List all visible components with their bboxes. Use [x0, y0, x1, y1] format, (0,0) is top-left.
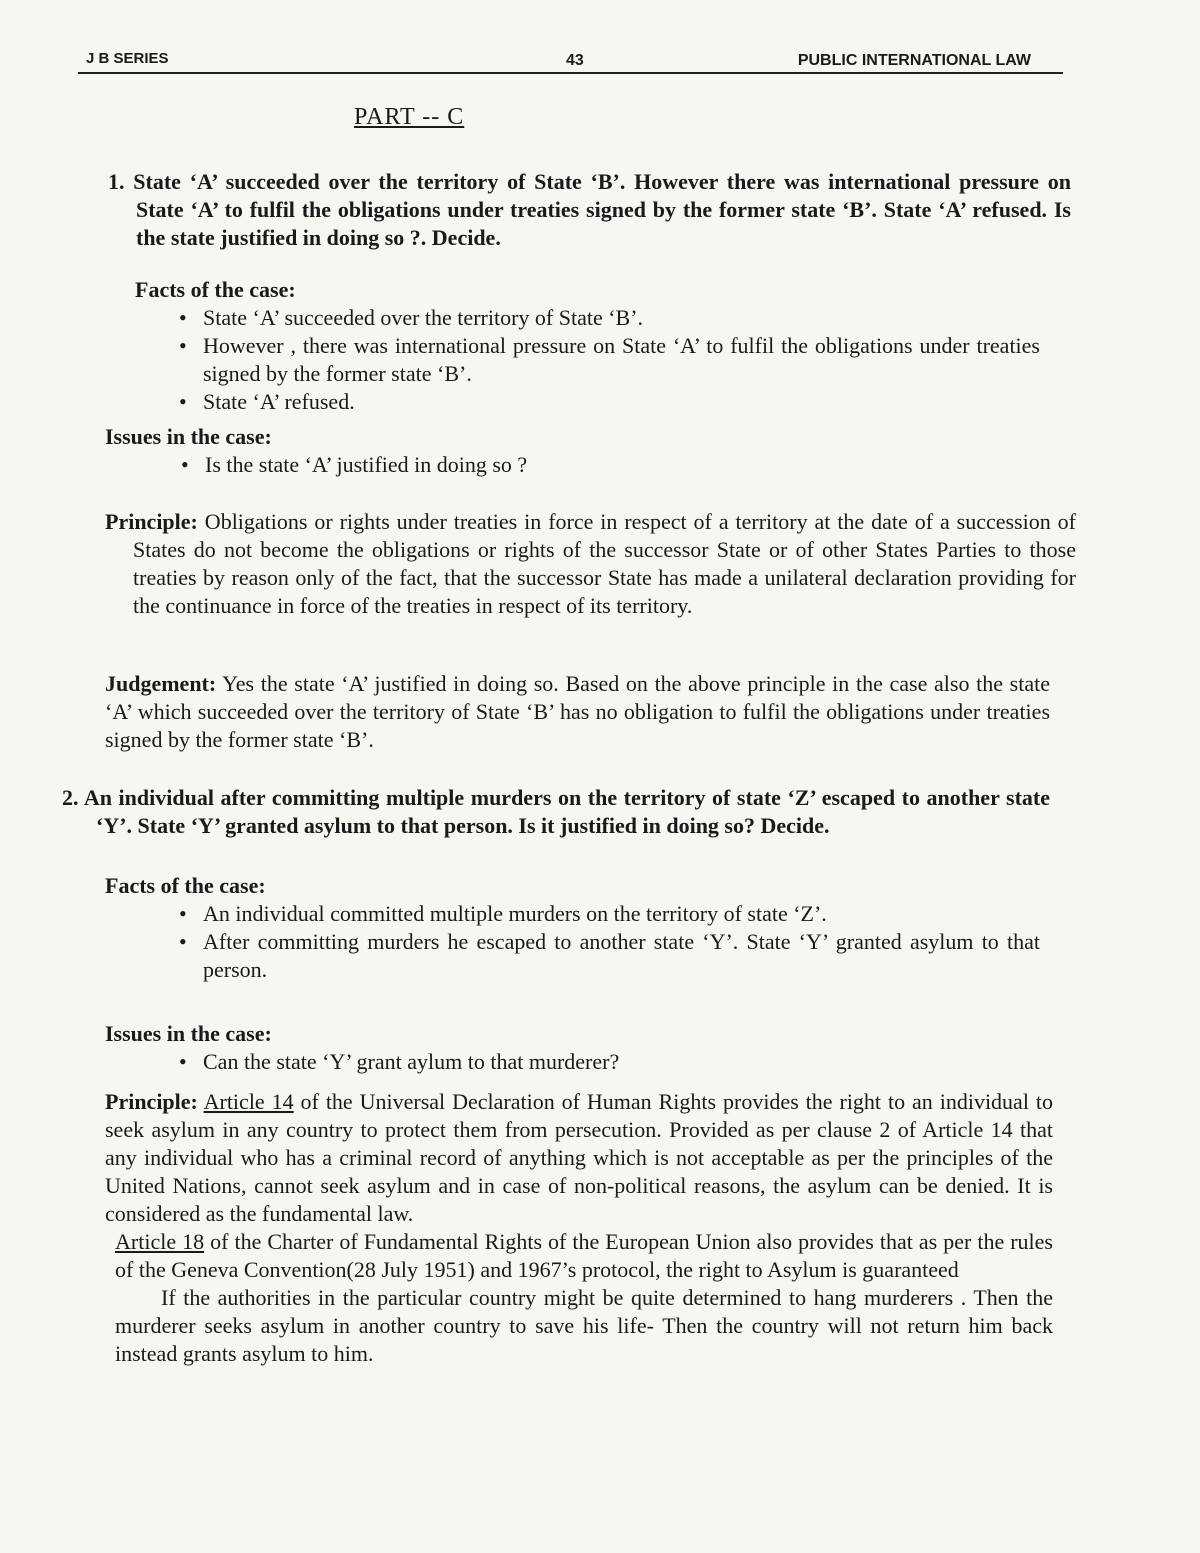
- question-1-text: State ‘A’ succeeded over the territory of State ‘B’. However there was international pressure on State ‘A’ to fulfil the obligations under treaties signed by the former state ‘B’. State ‘A’ refused. Is the state justified in doing so ?. Decide.: [133, 169, 1072, 250]
- principle-paragraph-1: [105, 1088, 1053, 1228]
- principle-text: of the Universal Declaration of Human Rights provides the right to an individual to seek asylum in any country to protect them from persecution. Provided as per clause 2 of Article 14 that any individual who has a criminal record of anything which is not acceptable as per the principles of the United Nations, cannot seek asylum and in case of non-political reasons, the asylum can be denied. It is considered as the fundamental law.: [105, 1089, 1053, 1226]
- question-2-issues: [105, 1020, 1035, 1076]
- judgement-text: Yes the state ‘A’ justified in doing so. Based on the above principle in the case also the state ‘A’ which succeeded over the territory of State ‘B’ has no obligation to fulfil the obligations under treaties signed by the former state ‘B’.: [105, 671, 1050, 752]
- article-14-reference: Article 14: [203, 1089, 294, 1114]
- question-1-judgement: [105, 670, 1050, 754]
- list-item: • However , there was international pressure on State ‘A’ to fulfil the obligations under treaties signed by the former state ‘B’.: [175, 332, 1040, 388]
- issues-list: [177, 451, 1035, 479]
- judgement-label: Judgement:: [105, 671, 217, 696]
- article-18-reference: Article 18: [115, 1229, 205, 1254]
- list-item: • Is the state ‘A’ justified in doing so ?: [177, 451, 1035, 479]
- list-item: • After committing murders he escaped to another state ‘Y’. State ‘Y’ granted asylum to that person.: [175, 928, 1040, 984]
- facts-heading: Facts of the case:: [105, 873, 266, 898]
- principle-text: Obligations or rights under treaties in force in respect of a territory at the date of a succession of States do not become the obligations or rights of the successor State or of other States Parties to those treaties by reason only of the fact, that the successor State has made a unilateral declaration providing for the continuance in force of the treaties in respect of its territory.: [133, 509, 1076, 618]
- part-title: PART -- C: [354, 104, 465, 130]
- question-2-text: An individual after committing multiple murders on the territory of state ‘Z’ escaped to another state ‘Y’. State ‘Y’ granted asylum to that person. Is it justified in doing so? Decide.: [83, 785, 1050, 838]
- list-item: • State ‘A’ succeeded over the territory of State ‘B’.: [175, 304, 1040, 332]
- list-item: • An individual committed multiple murders on the territory of state ‘Z’.: [175, 900, 1040, 928]
- question-1-principle: [105, 508, 1076, 620]
- issues-heading: Issues in the case:: [105, 1021, 272, 1046]
- question-1-issues: [105, 423, 1035, 479]
- principle-label: Principle:: [105, 1089, 198, 1114]
- page-number: 43: [566, 52, 584, 69]
- question-2-principle: [105, 1088, 1053, 1368]
- principle-2-text: of the Charter of Fundamental Rights of the European Union also provides that as per the rules of the Geneva Convention(28 July 1951) and 1967’s protocol, the right to Asylum is guaranteed: [115, 1229, 1053, 1282]
- list-item: • State ‘A’ refused.: [175, 388, 1040, 416]
- facts-list: [175, 304, 1040, 416]
- subject-title: PUBLIC INTERNATIONAL LAW: [797, 52, 1031, 69]
- question-2-facts: [105, 872, 1040, 984]
- question-1: [108, 168, 1071, 252]
- list-item: • Can the state ‘Y’ grant aylum to that murderer?: [175, 1048, 1035, 1076]
- facts-heading: Facts of the case:: [135, 277, 296, 302]
- series-label: J B SERIES: [86, 50, 169, 67]
- question-1-number: 1.: [108, 169, 125, 194]
- issues-heading: Issues in the case:: [105, 424, 272, 449]
- principle-label: Principle:: [105, 509, 198, 534]
- question-1-facts: [135, 276, 1040, 416]
- facts-list: [175, 900, 1040, 984]
- issues-list: [175, 1048, 1035, 1076]
- page-header: [78, 46, 1063, 74]
- question-2: [62, 784, 1050, 840]
- principle-paragraph-2: [105, 1228, 1053, 1284]
- question-2-number: 2.: [62, 785, 79, 810]
- principle-paragraph-3: If the authorities in the particular country might be quite determined to hang murderers . Then the murderer seeks asylum in another country to save his life- Then the country will not return him back instead grants asylum to him.: [115, 1285, 1053, 1366]
